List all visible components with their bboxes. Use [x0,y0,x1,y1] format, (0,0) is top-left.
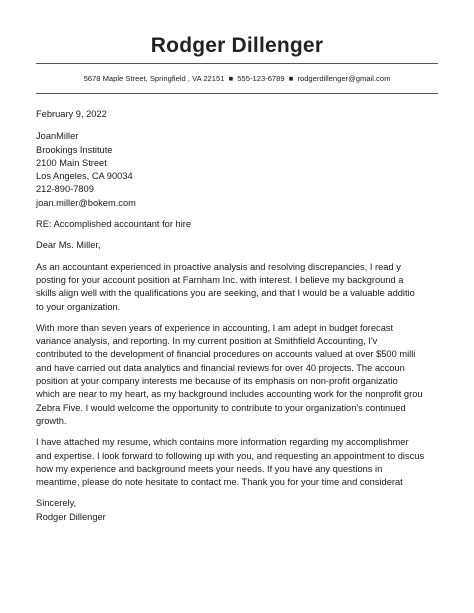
paragraph-line: growth. [36,415,67,426]
paragraph-line: meantime, please do note hesitate to contact me. Thank you for your time and considerat [36,477,403,488]
paragraph-line: and have carried out data analytics and financial reviews for over 40 projects. The accoun [36,362,405,373]
paragraph-1 [36,261,438,314]
recipient-company: Brookings Institute [36,144,113,155]
recipient-phone: 212-890-7809 [36,184,94,195]
recipient-street: 2100 Main Street [36,157,107,168]
subject-line: RE: Accomplished accountant for hire [36,219,192,230]
paragraph-line: and expertise. I look forward to following up with you, and requesting an appointment to discus [36,450,425,461]
paragraph-line: which are near to my heart, as my background includes accounting work for the nonprofit grou [36,389,423,400]
recipient-email: joan.miller@bokem.com [36,197,136,208]
salutation: Dear Ms. Miller, [36,240,101,251]
letter-body [36,108,438,524]
contact-separator-icon: ■ [288,74,294,83]
contact-line [0,74,474,83]
closing: Sincerely, [36,498,77,509]
header-top-rule [36,63,438,64]
paragraph-line: variance analysis, and reporting. In my current position at Smithfield Accounting, I'v [36,336,378,347]
paragraph-line: skills align well with the qualifications you are seeking, and that I would be a valuable additio [36,288,415,299]
paragraph-3 [36,436,438,489]
paragraph-line: As an accountant experienced in proactive analysis and resolving discrepancies, I read y [36,261,401,272]
sender-email: rodgerdillenger@gmail.com [297,74,391,83]
sender-phone: 555-123-6789 [237,74,285,83]
paragraph-line: With more than seven years of experience in accounting, I am adept in budget forecast [36,322,394,333]
paragraph-line: to your organization. [36,301,121,312]
recipient-city: Los Angeles, CA 90034 [36,171,133,182]
sender-address: 5678 Maple Street, Springfield , VA 22151 [83,74,225,83]
header-bottom-rule [36,93,438,94]
sender-name: Rodger Dillenger [150,34,324,57]
paragraph-line: contributed to the development of financial procedures on accounts valued at over $500 milli [36,349,416,360]
letter-date: February 9, 2022 [36,109,107,119]
paragraph-line: posting for your account position at Farnham Inc. with interest. I believe my background a [36,274,404,285]
paragraph-line: Zebra Five. I would welcome the opportunity to contribute to your organization's continued [36,402,406,413]
signature-name: Rodger Dillenger [36,511,106,522]
paragraph-line: I have attached my resume, which contains more information regarding my accomplishmer [36,437,409,448]
paragraph-line: position at your company interests me because of its emphasis on non-profit organizatio [36,376,398,387]
recipient-block [36,130,438,210]
contact-separator-icon: ■ [228,74,234,83]
paragraph-line: how my experience and background meets your needs. If you have any questions in [36,463,383,474]
paragraph-2 [36,322,438,428]
recipient-name: JoanMiller [36,131,79,142]
